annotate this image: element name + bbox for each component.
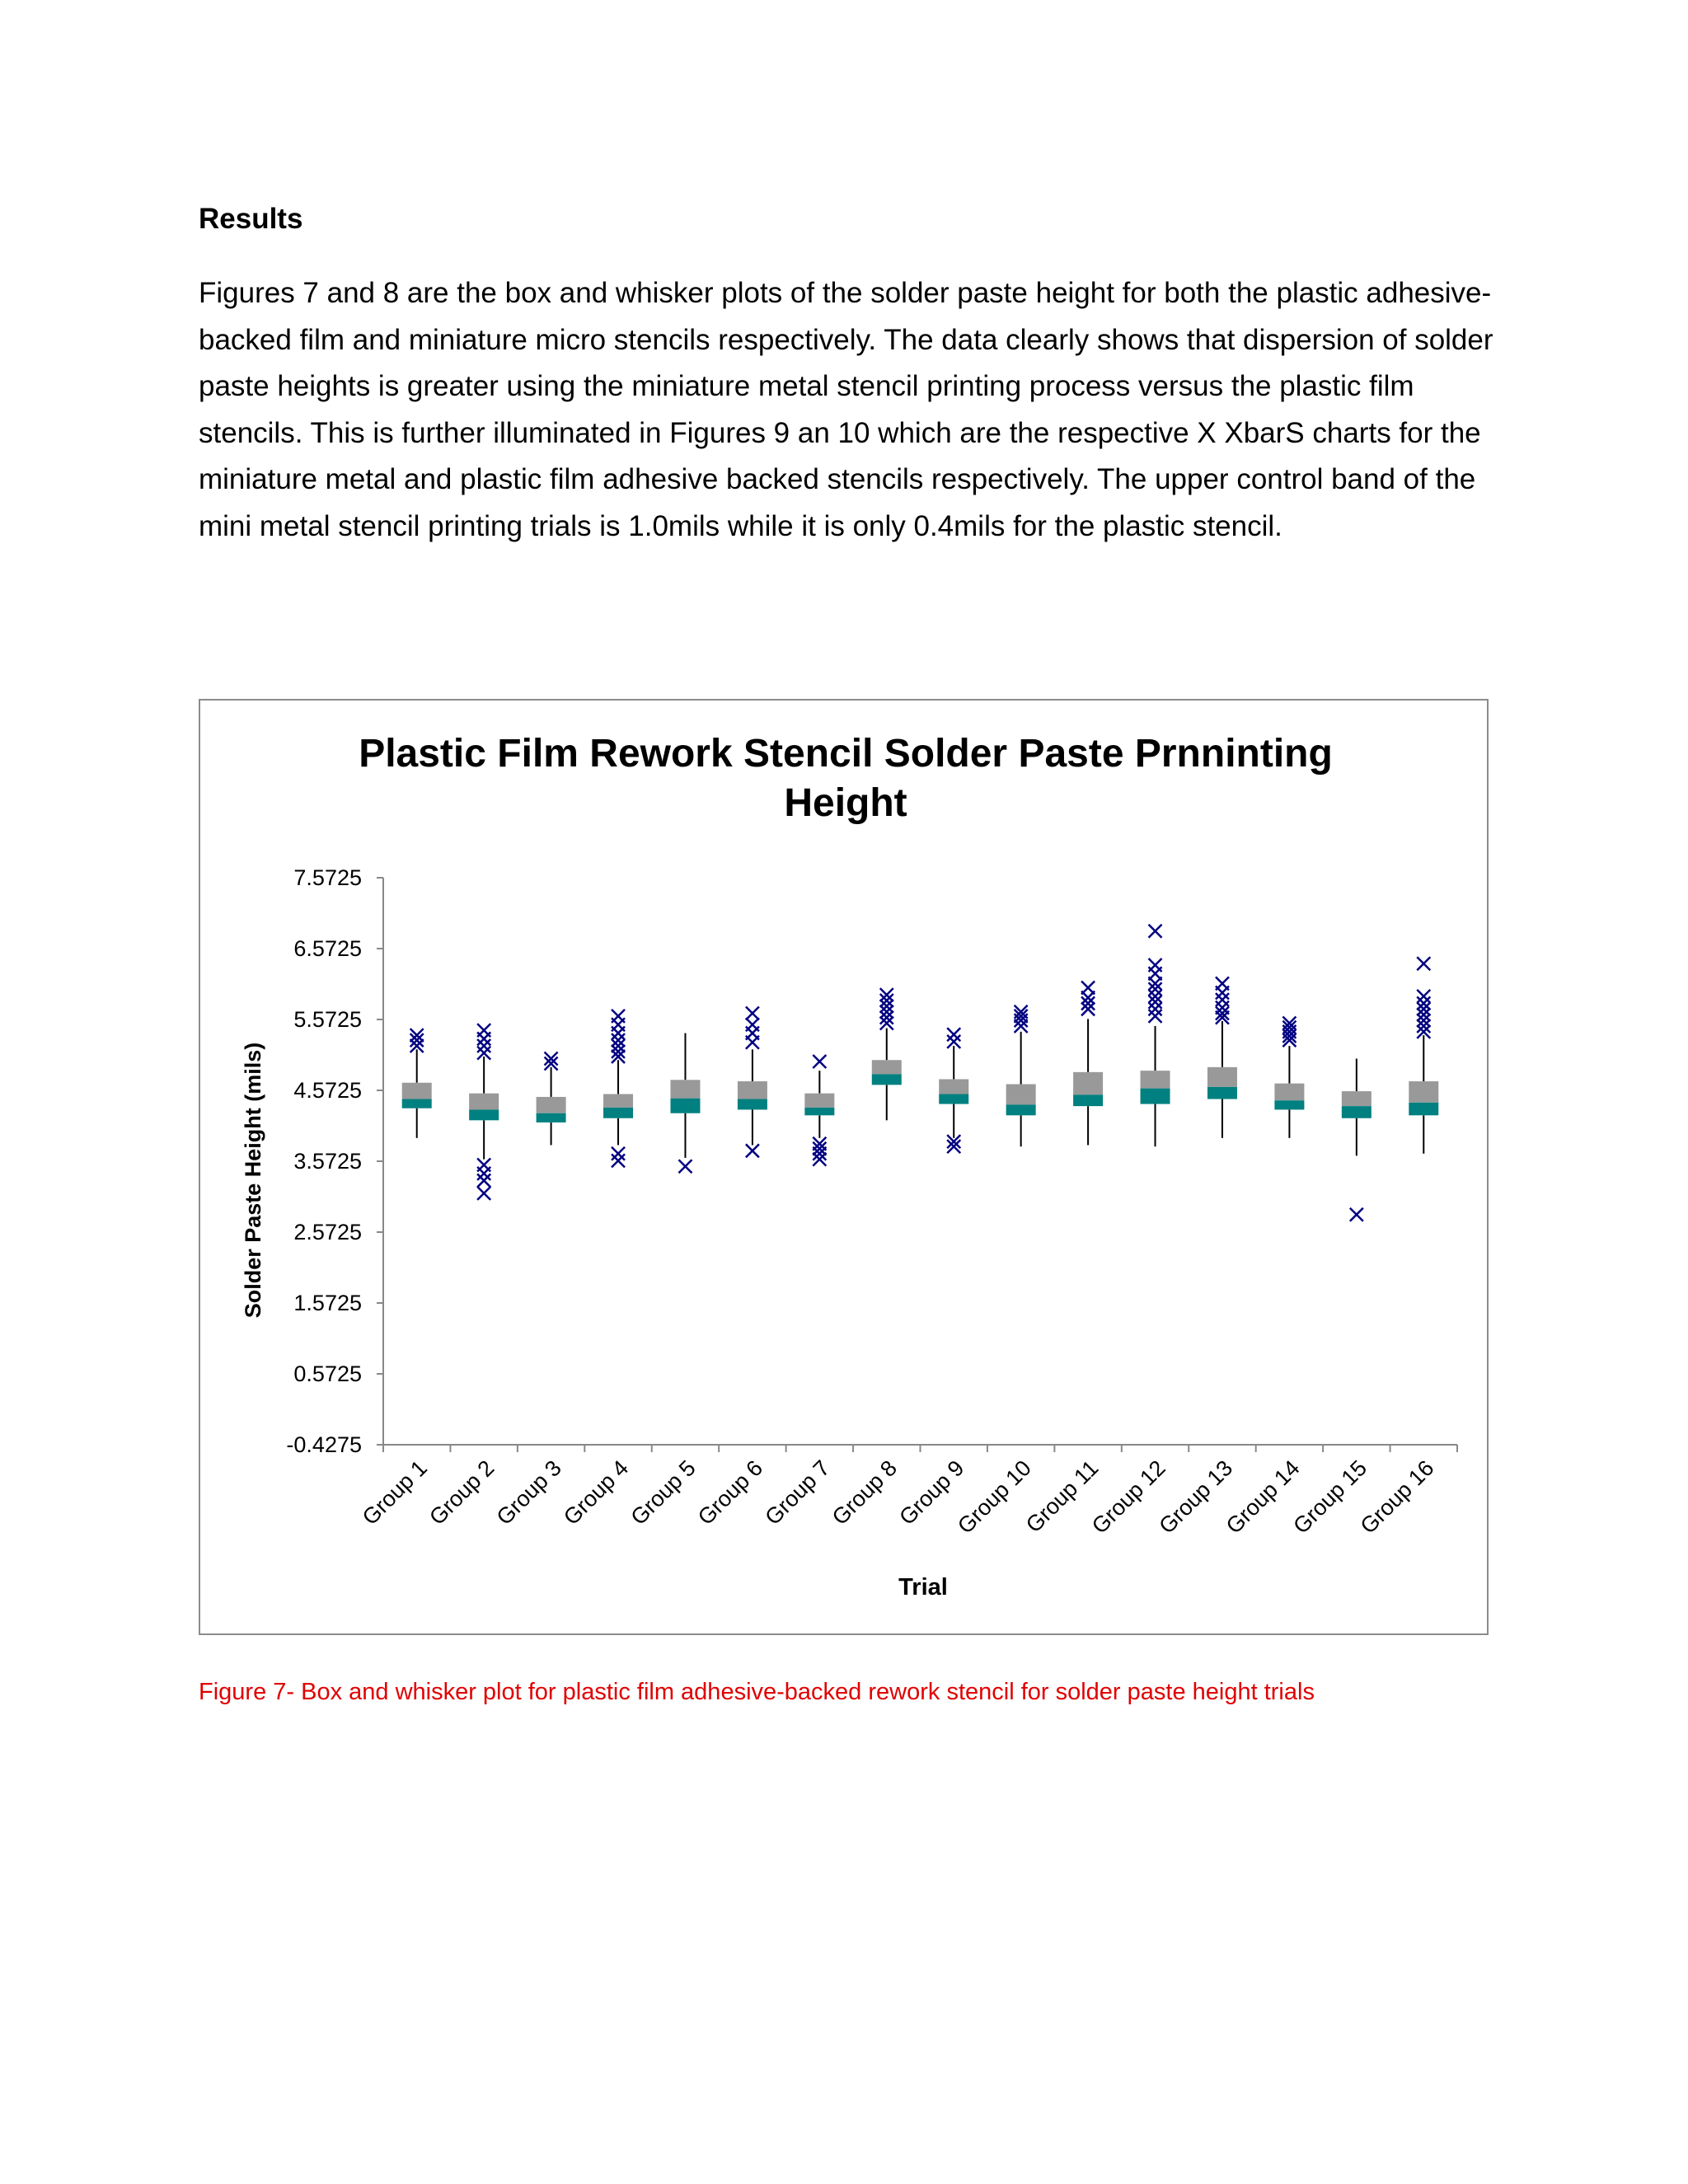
y-axis-title: Solder Paste Height (mils)	[241, 1042, 265, 1319]
y-tick-label: 2.5725	[293, 1220, 362, 1244]
box-lower	[537, 1113, 566, 1122]
plot-area	[286, 865, 1457, 1539]
y-tick-label: 5.5725	[293, 1007, 362, 1032]
chart-title-line-2: Height	[784, 781, 907, 825]
outlier-point	[1417, 957, 1430, 970]
box-lower	[1141, 1089, 1170, 1104]
box-upper	[603, 1094, 633, 1108]
box-whisker-chart	[200, 701, 1490, 1637]
y-tick-label: 1.5725	[293, 1291, 362, 1315]
figure-caption: Figure 7- Box and whisker plot for plastic film adhesive-backed rework stencil for solder paste height trials	[199, 1679, 1315, 1705]
outlier-point	[477, 1039, 490, 1052]
x-tick-label: Group 2	[424, 1455, 499, 1530]
outlier-point	[1350, 1208, 1363, 1221]
outlier-point	[477, 1174, 490, 1187]
outlier-point	[1149, 958, 1162, 972]
outlier-point	[947, 1028, 960, 1041]
y-tick-label: 3.5725	[293, 1149, 362, 1174]
x-tick-label: Group 6	[692, 1455, 768, 1530]
section-heading: Results	[199, 203, 303, 235]
box-lower	[1207, 1087, 1237, 1099]
y-tick-label: 4.5725	[293, 1078, 362, 1103]
outlier-point	[1149, 1010, 1162, 1023]
x-tick-label: Group 9	[894, 1455, 969, 1530]
chart-title-line-1: Plastic Film Rework Stencil Solder Paste Prnninting	[359, 732, 1333, 776]
box-lower	[469, 1109, 499, 1120]
box-lower	[1342, 1106, 1372, 1118]
box-lower	[1409, 1103, 1438, 1115]
outlier-point	[1417, 990, 1430, 1003]
box-upper	[1006, 1084, 1036, 1104]
outlier-point	[1216, 993, 1229, 1006]
outlier-point	[477, 1187, 490, 1200]
outlier-point	[477, 1167, 490, 1180]
outlier-point	[612, 1010, 625, 1023]
x-tick-label: Group 11	[1020, 1455, 1104, 1538]
box-upper	[1274, 1084, 1304, 1101]
box-lower	[402, 1099, 432, 1108]
box-upper	[402, 1083, 432, 1099]
box-lower	[804, 1108, 834, 1115]
box-upper	[1207, 1067, 1237, 1087]
box-upper	[670, 1080, 700, 1098]
outlier-point	[612, 1147, 625, 1160]
outlier-point	[1149, 1002, 1162, 1015]
x-tick-label: Group 8	[827, 1455, 903, 1530]
box-upper	[872, 1060, 902, 1074]
x-tick-label: Group 16	[1355, 1455, 1439, 1539]
outlier-point	[746, 1144, 759, 1157]
chart-frame	[199, 699, 1489, 1635]
x-tick-label: Group 3	[491, 1455, 566, 1530]
x-tick-label: Group 4	[559, 1455, 634, 1530]
outlier-point	[746, 1018, 759, 1031]
x-axis-title: Trial	[898, 1574, 948, 1601]
x-tick-label: Group 14	[1221, 1455, 1305, 1539]
box-upper	[1342, 1091, 1372, 1106]
box-upper	[804, 1094, 834, 1108]
outlier-point	[1149, 925, 1162, 938]
box-upper	[738, 1081, 767, 1099]
outlier-point	[746, 1006, 759, 1019]
x-tick-label: Group 13	[1154, 1455, 1238, 1539]
y-tick-label: 6.5725	[293, 936, 362, 961]
box-upper	[1409, 1081, 1438, 1103]
outlier-point	[1081, 982, 1095, 995]
box-lower	[738, 1099, 767, 1110]
x-tick-label: Group 1	[357, 1455, 432, 1530]
outlier-point	[1216, 977, 1229, 990]
x-tick-label: Group 5	[626, 1455, 701, 1530]
y-tick-label: 7.5725	[293, 865, 362, 890]
body-paragraph: Figures 7 and 8 are the box and whisker plots of the solder paste height for both the plastic adhesive-backed film and miniature micro stencils respectively. The data clearly shows that dispersion of solder paste heights is greater using the miniature metal stencil printing process versus the plastic film stencils. This is further illuminated in Figures 9 an 10 which are the respective X XbarS charts for the miniature metal and plastic film adhesive backed stencils respectively. The upper control band of the mini metal stencil printing trials is 1.0mils while it is only 0.4mils for the plastic stencil.	[199, 277, 1493, 542]
box-upper	[1073, 1072, 1103, 1095]
x-tick-label: Group 12	[1086, 1455, 1170, 1539]
outlier-point	[813, 1055, 826, 1068]
y-tick-label: 0.5725	[293, 1361, 362, 1386]
box-lower	[670, 1099, 700, 1113]
box-upper	[1141, 1071, 1170, 1089]
box-lower	[603, 1108, 633, 1118]
outlier-point	[477, 1024, 490, 1037]
box-upper	[469, 1094, 499, 1110]
outlier-point	[678, 1160, 692, 1173]
box-lower	[939, 1094, 968, 1104]
box-lower	[1274, 1100, 1304, 1109]
box-lower	[1073, 1094, 1103, 1106]
outlier-point	[612, 1154, 625, 1167]
box-upper	[939, 1079, 968, 1094]
x-tick-label: Group 15	[1288, 1455, 1372, 1539]
x-tick-label: Group 10	[953, 1455, 1036, 1539]
box-upper	[537, 1097, 566, 1113]
box-lower	[872, 1074, 902, 1085]
box-lower	[1006, 1104, 1036, 1115]
y-tick-label: -0.4275	[286, 1432, 362, 1457]
x-tick-label: Group 7	[760, 1455, 835, 1530]
